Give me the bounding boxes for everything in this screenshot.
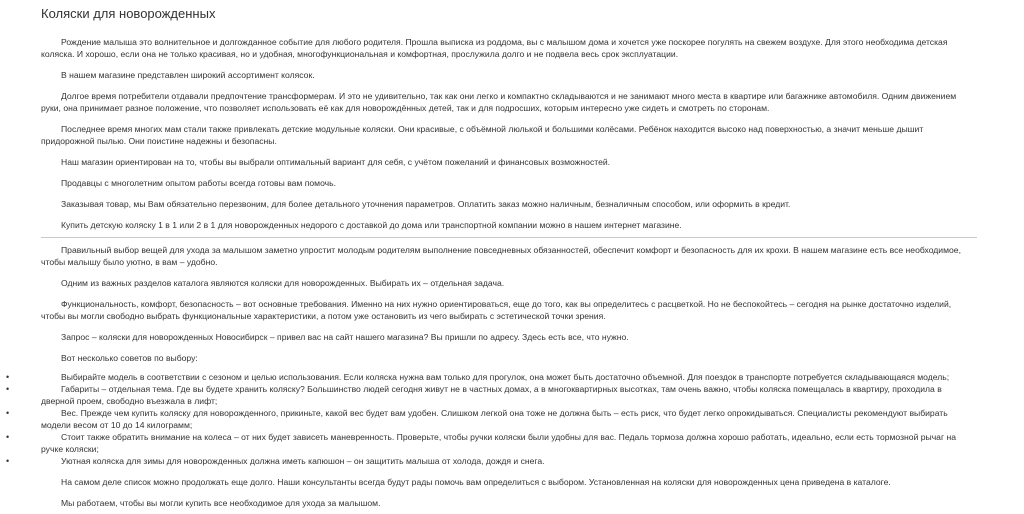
sellers-paragraph: Продавцы с многолетним опытом работы всегда готовы вам помочь. xyxy=(61,178,337,188)
query-paragraph: Запрос – коляски для новорожденных Новосибирск – привел вас на сайт нашего магазина? Вы пришли по адресу. Здесь есть все, что нужно. xyxy=(61,332,629,342)
ordering-paragraph: Заказывая товар, мы Вам обязательно перезвоним, для более детального уточнения параметров. Оплатить заказ можно наличным, безналичным способом, или оформить в кредит. xyxy=(61,199,791,209)
tips-list xyxy=(6,371,977,467)
tip-text: Уютная коляска для зимы для новорожденных должна иметь капюшон – он защитить малыша от холода, дождя и снега. xyxy=(61,456,545,466)
closing-paragraph: Мы работаем, чтобы вы могли купить все необходимое для ухода за малышом. xyxy=(61,498,381,508)
tip-text: Вес. Прежде чем купить коляску для новорожденного, прикиньте, какой вес будет вам удобен. Слишком легкой она тоже не должна быть – есть риск, что будет легко опрокидываться. Специалисты рекомендуют выбирать модели весом от 10 до 14 килограмм; xyxy=(41,408,948,430)
list-item xyxy=(6,431,977,455)
bullet-icon: • xyxy=(6,372,10,382)
tip-text: Стоит также обратить внимание на колеса – от них будет зависеть маневренность. Проверьте, чтобы ручки коляски были удобны для вас. Педаль тормоза должна хорошо работать, идеально, если есть тормозной рычаг на ручке коляски; xyxy=(41,432,957,454)
assortment-paragraph: В нашем магазине представлен широкий ассортимент колясок. xyxy=(61,70,315,80)
list-item xyxy=(6,407,977,431)
consultants-paragraph: На самом деле список можно продолжать еще долго. Наши консультанты всегда будут рады помочь вам определиться с выбором. Установленная на коляски для новорожденных цена приведена в каталоге. xyxy=(61,477,891,487)
store-orientation-paragraph: Наш магазин ориентирован на то, чтобы вы выбрали оптимальный вариант для себя, с учётом пожеланий и финансовых возможностей. xyxy=(61,157,611,167)
tips-intro-paragraph: Вот несколько советов по выбору: xyxy=(61,353,198,363)
tip-text: Выбирайте модель в соответствии с сезоном и целью использования. Если коляска нужна вам только для прогулок, она может быть достаточно объемной. Для поездок в транспорте потребуется складывающаяся модель; xyxy=(61,372,950,382)
choice-paragraph: Правильный выбор вещей для ухода за малышом заметно упростит молодым родителям выполнение повседневных обязанностей, обеспечит комфорт и безопасность для их крохи. В нашем магазине есть все необходимое, чтобы малышу было уютно, в вам – удобно. xyxy=(41,245,961,267)
section-divider xyxy=(41,237,977,238)
modular-paragraph: Последнее время многих мам стали также привлекать детские модульные коляски. Они красивые, с объёмной люлькой и большими колёсами. Ребёнок находится высоко над поверхностью, а значит меньше дышит придорожной пылью. Они поистине надежны и безопасны. xyxy=(41,124,924,146)
buy-paragraph: Купить детскую коляску 1 в 1 или 2 в 1 для новорожденных недорого с доставкой до дома или транспортной компании можно в нашем интернет магазине. xyxy=(61,220,682,230)
tip-text: Габариты – отдельная тема. Где вы будете хранить коляску? Большинство людей сегодня живут не в частных домах, а в многоквартирных высотках, там очень важно, чтобы коляска помещалась в квартиру, проходила в дверной проем, свободно въезжала в лифт; xyxy=(41,384,942,406)
bullet-icon: • xyxy=(6,384,10,394)
list-item xyxy=(6,371,977,383)
transformers-paragraph: Долгое время потребители отдавали предпочтение трансформерам. И это не удивительно, так как они легко и компактно складываются и не занимают много места в квартире или багажнике автомобиля. Одним движением руки, она принимает разное положение, что позволяет использовать её как для новорождённых детей, так и для подросших, которым интересно уже сидеть и смотреть по сторонам. xyxy=(41,91,957,113)
bullet-icon: • xyxy=(6,456,10,466)
intro-paragraph: Рождение малыша это волнительное и долгожданное событие для любого родителя. Прошла выписка из роддома, вы с малышом дома и хочется уже поскорее погулять на свежем воздухе. Для этого необходима детская коляска. И хорошо, если она не только красивая, но и удобная, многофункциональная и комфортная, прослужила долго и не подвела весь срок эксплуатации. xyxy=(41,37,948,59)
list-item xyxy=(6,455,977,467)
catalog-section-paragraph: Одним из важных разделов каталога являются коляски для новорожденных. Выбирать их – отдельная задача. xyxy=(61,278,505,288)
bullet-icon: • xyxy=(6,408,10,418)
bullet-icon: • xyxy=(6,432,10,442)
page-title: Коляски для новорожденных xyxy=(41,6,216,21)
list-item xyxy=(6,383,977,407)
requirements-paragraph: Функциональность, комфорт, безопасность – вот основные требования. Именно на них нужно ориентироваться, еще до того, как вы определитесь с расцветкой. Но не беспокойтесь – сегодня на рынке достаточно изделий, чтобы вы могли свободно выбрать функциональные характеристики, а потом уже остановить из чего выбирать с эстетической точки зрения. xyxy=(41,299,952,321)
article-body xyxy=(6,36,977,509)
